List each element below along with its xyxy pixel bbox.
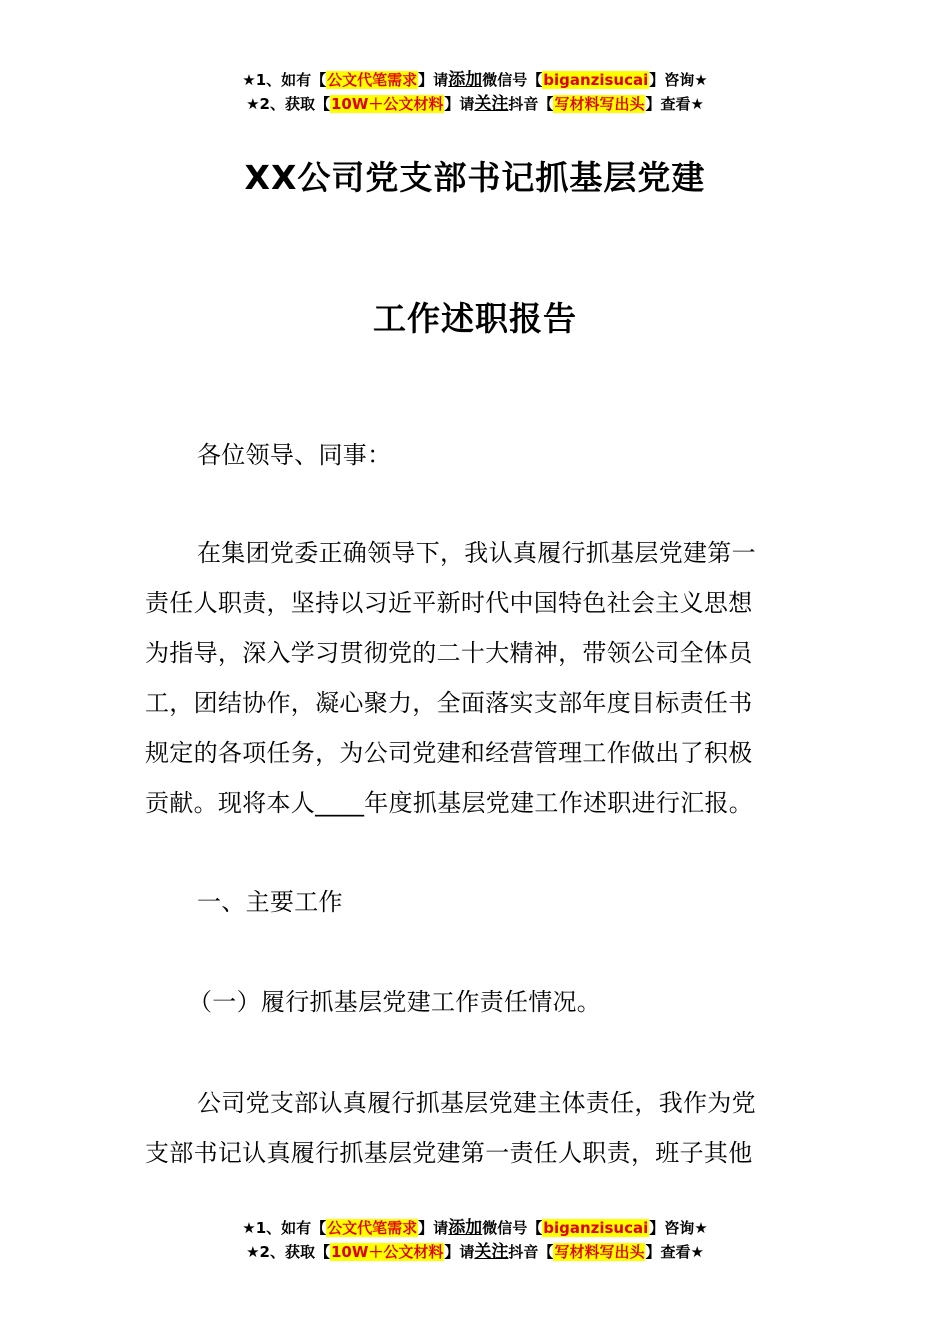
promo-wechat-id: biganzisucai [543, 71, 649, 89]
promo-emphasis: 添加 [448, 1218, 483, 1238]
line-text: 公司党支部认真履行抓基层党建主体责任，我作为党 [197, 1089, 756, 1117]
section-heading-text: 一、主要工作 [197, 888, 343, 916]
promo-text: 抖音【 [508, 1243, 554, 1261]
promo-text: ★2、获取【 [246, 1243, 330, 1261]
greeting-text: 各位领导、同事： [197, 441, 392, 469]
paragraph-line [145, 1078, 809, 1128]
promo-text: 抖音【 [508, 95, 554, 113]
section-heading-1 [145, 877, 809, 927]
document-title-line-2: 工作述职报告 [373, 299, 577, 338]
body-paragraph-2 [145, 1078, 809, 1178]
promo-douyin-id: 写材料写出头 [554, 95, 645, 113]
paragraph-line: 贡献。现将本人____年度抓基层党建工作述职进行汇报。 [145, 789, 754, 817]
promo-line-1 [0, 1216, 950, 1240]
promo-text: 】查看★ [645, 95, 704, 113]
promo-header [0, 68, 950, 116]
document-title-line-1: XX公司党支部书记抓基层党建 [244, 158, 706, 197]
promo-line-2 [0, 92, 950, 116]
promo-wechat-id: biganzisucai [543, 1219, 649, 1237]
paragraph-line: 工，团结协作，凝心聚力，全面落实支部年度目标责任书 [145, 689, 753, 717]
paragraph-line: 支部书记认真履行抓基层党建第一责任人职责，班子其他 [145, 1139, 753, 1167]
promo-highlight: 10W＋公文材料 [330, 1243, 444, 1261]
intro-paragraph [145, 528, 809, 828]
promo-emphasis: 添加 [448, 70, 483, 90]
paragraph-line: 为指导，深入学习贯彻党的二十大精神，带领公司全体员 [145, 639, 753, 667]
promo-highlight: 公文代笔需求 [327, 1219, 418, 1237]
promo-text: 】咨询★ [649, 71, 708, 89]
subsection-heading-1: （一）履行抓基层党建工作责任情况。 [188, 988, 602, 1016]
promo-text: ★1、如有【 [242, 71, 327, 89]
paragraph-line: 责任人职责，坚持以习近平新时代中国特色社会主义思想 [145, 589, 753, 617]
promo-text: ★2、获取【 [246, 95, 330, 113]
promo-footer [0, 1216, 950, 1264]
promo-text: 】请 [418, 71, 449, 89]
promo-text: 】请 [418, 1219, 449, 1237]
promo-text: ★1、如有【 [242, 1219, 327, 1237]
promo-highlight: 10W＋公文材料 [330, 95, 444, 113]
promo-text: 】请 [444, 95, 475, 113]
promo-emphasis: 关注 [474, 1242, 509, 1262]
promo-douyin-id: 写材料写出头 [554, 1243, 645, 1261]
greeting [145, 430, 809, 480]
promo-text: 】查看★ [645, 1243, 704, 1261]
promo-line-2 [0, 1240, 950, 1264]
promo-highlight: 公文代笔需求 [327, 71, 418, 89]
promo-text: 】请 [444, 1243, 475, 1261]
promo-line-1 [0, 68, 950, 92]
promo-text: 微信号【 [482, 71, 543, 89]
promo-text: 微信号【 [482, 1219, 543, 1237]
paragraph-line: 规定的各项任务，为公司党建和经营管理工作做出了积极 [145, 739, 753, 767]
promo-text: 】咨询★ [649, 1219, 708, 1237]
line-text: 在集团党委正确领导下，我认真履行抓基层党建第一 [197, 539, 756, 567]
promo-emphasis: 关注 [474, 94, 509, 114]
paragraph-line [145, 528, 809, 578]
